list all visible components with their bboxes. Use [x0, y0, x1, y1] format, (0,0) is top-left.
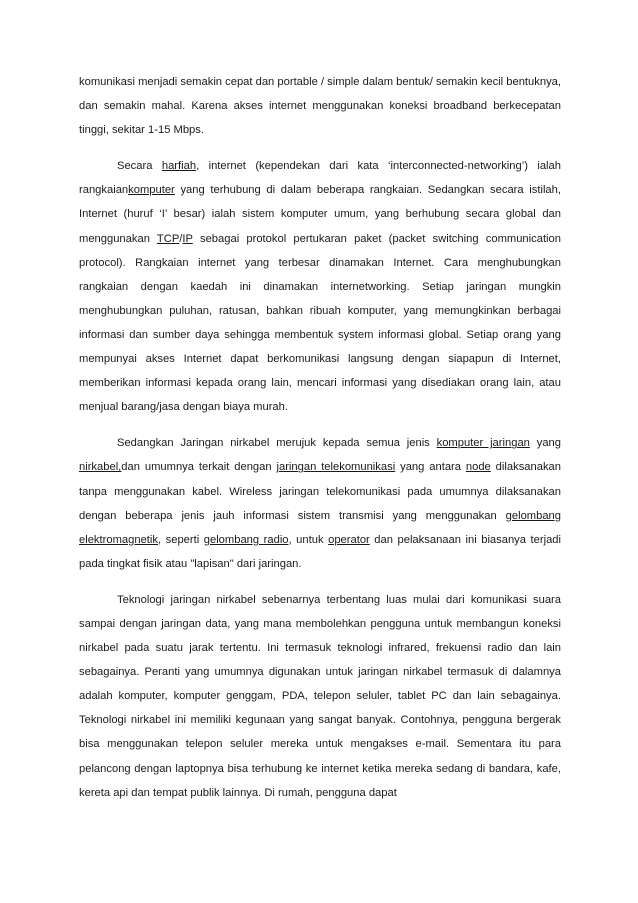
paragraph: [79, 154, 561, 419]
paragraph-text: yang antara: [395, 461, 466, 474]
hyperlink[interactable]: gelombang radio,: [203, 533, 292, 546]
paragraph-text: yang: [529, 437, 561, 450]
hyperlink[interactable]: gelombang elektromagnetik,: [79, 509, 561, 546]
hyperlink[interactable]: TCP: [156, 232, 180, 245]
hyperlink[interactable]: harfiah: [161, 160, 197, 173]
hyperlink[interactable]: jaringan telekomunikasi: [276, 461, 396, 474]
hyperlink[interactable]: operator: [328, 533, 370, 546]
paragraph-text: komunikasi menjadi semakin cepat dan portable / simple dalam bentuk/ semakin kecil bentuknya, dan semakin mahal. Karena akses internet menggunakan koneksi broadband berkecepatan tinggi, sekitar 1-15 Mbps.: [79, 76, 561, 137]
paragraph-text: dilaksanakan tanpa menggunakan kabel. Wireless jaringan telekomunikasi pada umumnya dilaksanakan dengan beberapa jenis jauh informasi sistem transmisi yang menggunakan: [79, 461, 561, 522]
paragraph: [79, 431, 561, 576]
paragraph-text: yang terhubung di dalam beberapa rangkaian. Sedangkan secara istilah, Internet (huruf ‘I’ besar) ialah sistem komputer umum, yang berhubung secara global dan menggunakan: [79, 184, 561, 245]
paragraph-text: sebagai protokol pertukaran paket (packet switching communication protocol). Rangkaian internet yang terbesar dinamakan Internet. Cara menghubungkan rangkaian dengan kaedah ini dinamakan internetworking. Setiap jaringan mungkin menghubungkan puluhan, ratusan, bahkan ribuah komputer, yang memungkinkan berbagai informasi dan sumber daya sehingga membentuk system informasi global. Setiap orang yang mempunyai akses Internet dapat berkomunikasi langsung dengan siapapun di Internet, memberikan informasi kepada orang lain, mencari informasi yang disediakan orang lain, atau menjual barang/jasa dengan biaya murah.: [79, 232, 561, 414]
paragraph: [79, 588, 561, 805]
hyperlink[interactable]: komputer jaringan: [436, 437, 530, 450]
paragraph-text: seperti: [161, 533, 204, 546]
paragraph-text: dan pelaksanaan ini biasanya terjadi pada tingkat fisik atau "lapisan" dari jaringan.: [79, 533, 562, 570]
hyperlink[interactable]: node: [465, 461, 491, 474]
paragraph-text: , internet (kependekan dari kata ‘interconnected-networking’) ialah rangkaian: [79, 160, 561, 197]
hyperlink[interactable]: IP: [182, 232, 193, 245]
document-page: [79, 70, 561, 805]
paragraph-text: Teknologi jaringan nirkabel sebenarnya terbentang luas mulai dari komunikasi suara sampai dengan jaringan data, yang mana membolehkan pengguna untuk membangun koneksi nirkabel pada suatu jarak tertentu. Ini termasuk teknologi infrared, frekuensi radio dan lain sebagainya. Peranti yang umumnya digunakan untuk jaringan nirkabel termasuk di dalamnya adalah komputer, komputer genggam, PDA, telepon seluler, tablet PC dan lain sebagainya. Teknologi nirkabel ini memiliki kegunaan yang sangat banyak. Contohnya, pengguna bergerak bisa menggunakan telepon seluler mereka untuk mengakses e-mail. Sementara itu para pelancong dengan laptopnya bisa terhubung ke internet ketika mereka sedang di bandara, kafe, kereta api dan tempat publik lainnya. Di rumah, pengguna dapat: [79, 593, 561, 799]
paragraph-text: Sedangkan Jaringan nirkabel merujuk kepada semua jenis: [117, 437, 437, 450]
paragraph: [79, 70, 561, 142]
paragraph-text: untuk: [291, 533, 329, 546]
hyperlink[interactable]: komputer: [128, 184, 175, 197]
paragraph-text: Secara: [117, 160, 162, 173]
hyperlink[interactable]: nirkabel,: [79, 461, 122, 474]
paragraph-text: /: [179, 232, 183, 245]
paragraph-text: dan umumnya terkait dengan: [121, 461, 277, 474]
